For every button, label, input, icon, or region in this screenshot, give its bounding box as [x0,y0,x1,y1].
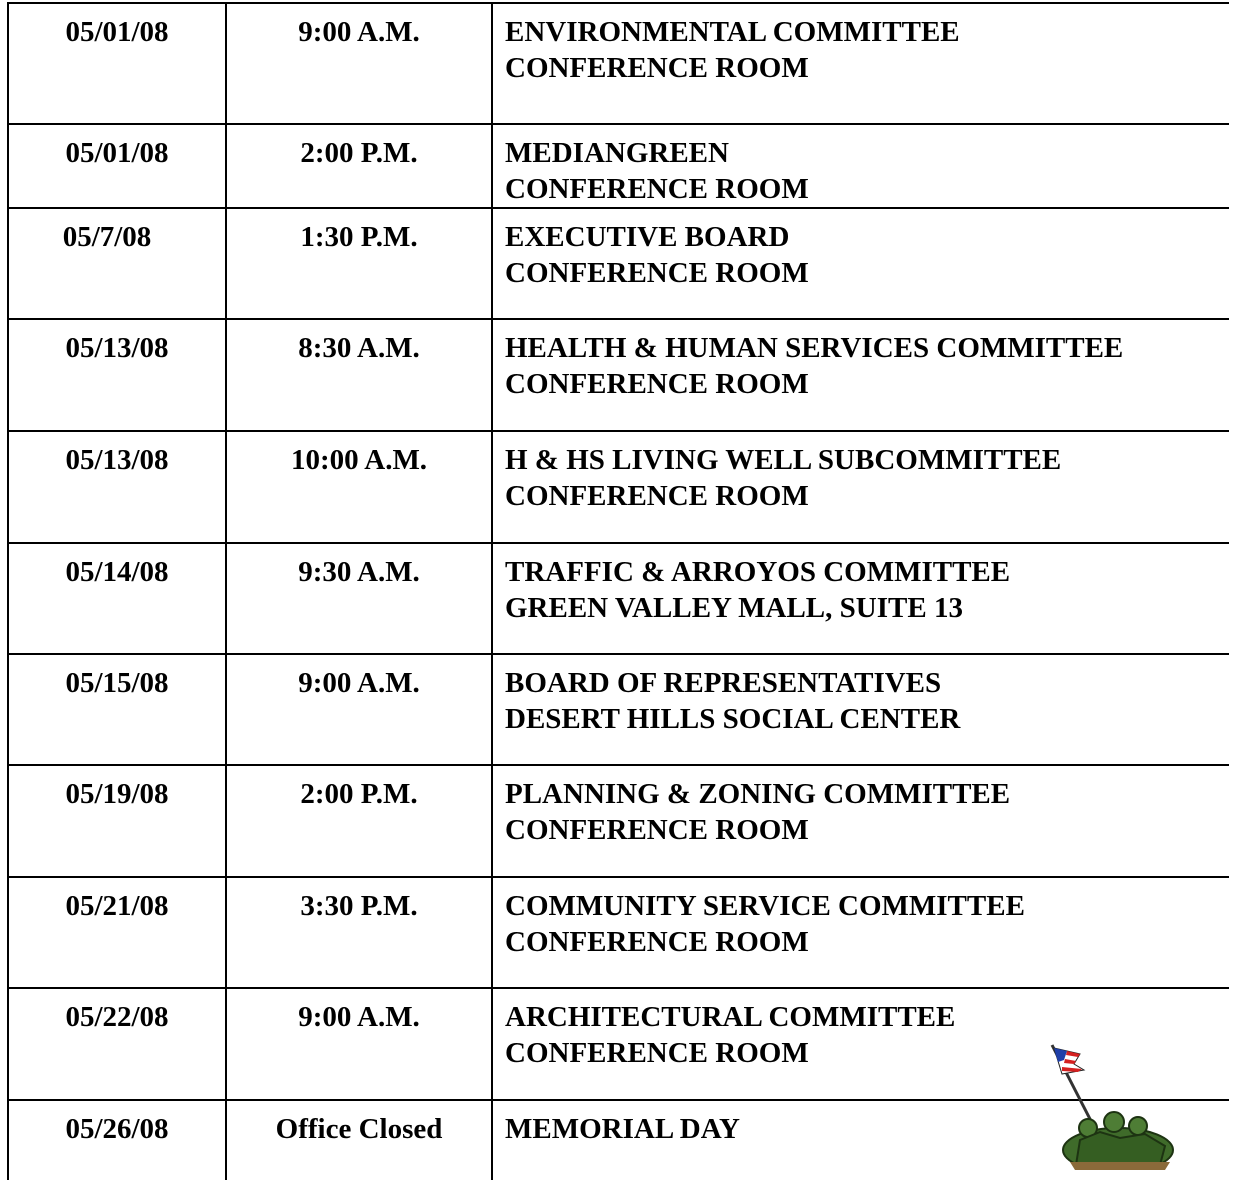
row-time: 9:30 A.M. [226,543,492,654]
row-event [492,543,1229,654]
row-time: 10:00 A.M. [226,431,492,543]
event-location: CONFERENCE ROOM [505,1037,809,1069]
row-time: 1:30 P.M. [226,208,492,319]
row-time: 9:00 A.M. [226,3,492,124]
event-title: ENVIRONMENTAL COMMITTEE [505,16,960,48]
event-title: TRAFFIC & ARROYOS COMMITTEE [505,556,1011,588]
event-location: CONFERENCE ROOM [505,173,809,205]
event-title: EXECUTIVE BOARD [505,221,790,253]
event-title: BOARD OF REPRESENTATIVES [505,667,942,699]
event-location: CONFERENCE ROOM [505,480,809,512]
meeting-schedule-table [7,2,1229,1180]
row-date: 05/21/08 [8,877,226,988]
row-time: 9:00 A.M. [226,988,492,1100]
event-title: ARCHITECTURAL COMMITTEE [505,1001,956,1033]
row-date: 05/22/08 [8,988,226,1100]
table-row [8,654,1229,765]
table-row [8,765,1229,877]
row-time: 9:00 A.M. [226,654,492,765]
row-event [492,319,1229,431]
row-time: 2:00 P.M. [226,765,492,877]
row-date: 05/15/08 [8,654,226,765]
row-event [492,208,1229,319]
event-location: CONFERENCE ROOM [505,52,809,84]
row-event [492,431,1229,543]
table-row [8,431,1229,543]
event-title: COMMUNITY SERVICE COMMITTEE [505,890,1025,922]
event-title: HEALTH & HUMAN SERVICES COMMITTEE [505,332,1124,364]
table-row [8,319,1229,431]
event-location: GREEN VALLEY MALL, SUITE 13 [505,592,963,624]
event-title: MEMORIAL DAY [505,1113,740,1145]
event-title: MEDIANGREEN [505,137,729,169]
table-row [8,124,1229,208]
soldiers-figure [1063,1112,1173,1170]
flag-raising-clipart-icon [1040,1040,1185,1170]
row-event [492,3,1229,124]
row-event [492,877,1229,988]
table-row [8,877,1229,988]
table-row [8,208,1229,319]
row-event [492,765,1229,877]
row-date: 05/26/08 [8,1100,226,1180]
row-date: 05/13/08 [8,319,226,431]
row-event [492,124,1229,208]
event-location: DESERT HILLS SOCIAL CENTER [505,703,961,735]
event-location: CONFERENCE ROOM [505,814,809,846]
us-flag [1054,1048,1084,1074]
event-location: CONFERENCE ROOM [505,257,809,289]
row-date: 05/13/08 [8,431,226,543]
event-title: H & HS LIVING WELL SUBCOMMITTEE [505,444,1062,476]
event-location: CONFERENCE ROOM [505,368,809,400]
row-time: Office Closed [226,1100,492,1180]
table-row [8,543,1229,654]
table-row [8,3,1229,124]
row-date: 05/19/08 [8,765,226,877]
row-time: 2:00 P.M. [226,124,492,208]
row-time: 3:30 P.M. [226,877,492,988]
row-date: 05/7/08 [8,208,226,319]
row-date: 05/01/08 [8,124,226,208]
row-time: 8:30 A.M. [226,319,492,431]
row-date: 05/01/08 [8,3,226,124]
row-event [492,654,1229,765]
event-location: CONFERENCE ROOM [505,926,809,958]
row-date: 05/14/08 [8,543,226,654]
event-title: PLANNING & ZONING COMMITTEE [505,778,1011,810]
